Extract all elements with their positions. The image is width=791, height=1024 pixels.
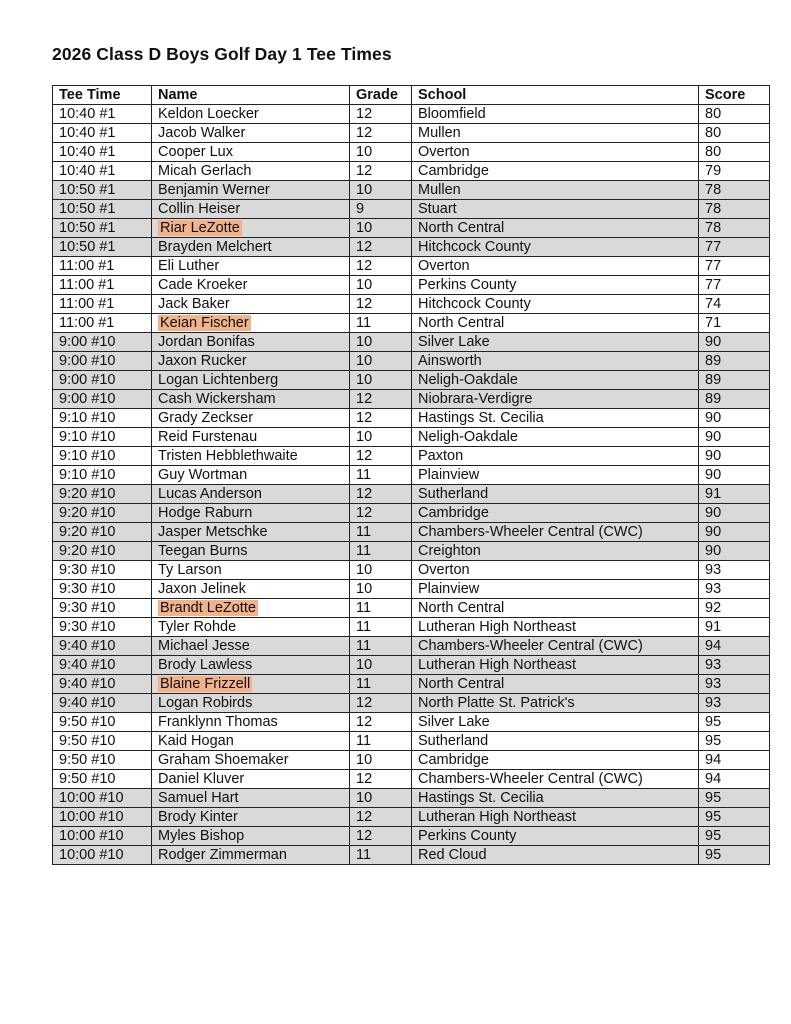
school-cell: Sutherland [412,732,699,751]
score-cell: 77 [699,238,770,257]
grade-cell: 11 [350,675,412,694]
score-cell: 90 [699,333,770,352]
table-row [53,428,770,447]
school-cell: Overton [412,257,699,276]
school-cell: Mullen [412,181,699,200]
grade-cell: 12 [350,162,412,181]
name-cell: Micah Gerlach [152,162,350,181]
name-cell: Jordan Bonifas [152,333,350,352]
name-cell: Jack Baker [152,295,350,314]
name-cell: Brody Kinter [152,808,350,827]
table-row [53,447,770,466]
tee-time-cell: 9:00 #10 [53,333,152,352]
name-cell: Grady Zeckser [152,409,350,428]
score-cell: 95 [699,827,770,846]
tee-time-cell: 9:30 #10 [53,561,152,580]
table-row [53,219,770,238]
score-cell: 80 [699,105,770,124]
score-cell: 78 [699,200,770,219]
school-cell: North Central [412,599,699,618]
score-cell: 91 [699,485,770,504]
table-row [53,675,770,694]
grade-cell: 12 [350,257,412,276]
table-row [53,276,770,295]
school-cell: Overton [412,561,699,580]
grade-cell: 10 [350,333,412,352]
name-cell: Teegan Burns [152,542,350,561]
tee-time-cell: 10:40 #1 [53,143,152,162]
table-row [53,485,770,504]
score-cell: 77 [699,257,770,276]
school-cell: Chambers-Wheeler Central (CWC) [412,637,699,656]
school-cell: Chambers-Wheeler Central (CWC) [412,523,699,542]
name-cell: Tristen Hebblethwaite [152,447,350,466]
name-cell: Jasper Metschke [152,523,350,542]
grade-cell: 12 [350,713,412,732]
table-row [53,599,770,618]
score-cell: 79 [699,162,770,181]
school-cell: Lutheran High Northeast [412,656,699,675]
grade-cell: 11 [350,523,412,542]
table-row [53,314,770,333]
tee-time-cell: 10:40 #1 [53,162,152,181]
grade-cell: 10 [350,143,412,162]
tee-time-cell: 10:00 #10 [53,827,152,846]
score-cell: 89 [699,390,770,409]
school-cell: Cambridge [412,751,699,770]
score-cell: 89 [699,371,770,390]
tee-time-cell: 10:50 #1 [53,219,152,238]
name-cell: Lucas Anderson [152,485,350,504]
grade-cell: 11 [350,637,412,656]
tee-time-cell: 9:00 #10 [53,371,152,390]
tee-time-cell: 10:40 #1 [53,124,152,143]
school-cell: Silver Lake [412,333,699,352]
score-cell: 90 [699,523,770,542]
table-row [53,713,770,732]
tee-time-cell: 9:40 #10 [53,656,152,675]
name-cell: Graham Shoemaker [152,751,350,770]
grade-cell: 12 [350,694,412,713]
tee-time-cell: 9:10 #10 [53,466,152,485]
name-cell: Reid Furstenau [152,428,350,447]
tee-time-cell: 9:50 #10 [53,751,152,770]
column-header-tee-time: Tee Time [53,86,152,105]
tee-time-cell: 10:50 #1 [53,181,152,200]
school-cell: Neligh-Oakdale [412,371,699,390]
name-cell: Jacob Walker [152,124,350,143]
grade-cell: 10 [350,276,412,295]
score-cell: 93 [699,694,770,713]
school-cell: Bloomfield [412,105,699,124]
table-row [53,542,770,561]
highlighted-name: Brandt LeZotte [160,600,256,616]
tee-time-cell: 10:50 #1 [53,238,152,257]
grade-cell: 12 [350,238,412,257]
score-cell: 90 [699,504,770,523]
score-cell: 80 [699,143,770,162]
tee-time-cell: 9:00 #10 [53,352,152,371]
school-cell: Perkins County [412,276,699,295]
tee-time-cell: 9:00 #10 [53,390,152,409]
table-row [53,694,770,713]
school-cell: Hastings St. Cecilia [412,789,699,808]
grade-cell: 9 [350,200,412,219]
table-row [53,105,770,124]
grade-cell: 10 [350,219,412,238]
name-cell: Rodger Zimmerman [152,846,350,865]
tee-time-cell: 9:40 #10 [53,637,152,656]
grade-cell: 12 [350,124,412,143]
school-cell: Hastings St. Cecilia [412,409,699,428]
table-row [53,257,770,276]
tee-time-cell: 10:40 #1 [53,105,152,124]
tee-time-cell: 9:40 #10 [53,675,152,694]
column-header-name: Name [152,86,350,105]
name-cell: Cooper Lux [152,143,350,162]
column-header-school: School [412,86,699,105]
tee-time-cell: 10:00 #10 [53,789,152,808]
score-cell: 89 [699,352,770,371]
school-cell: Cambridge [412,162,699,181]
table-row [53,751,770,770]
tee-time-cell: 9:30 #10 [53,618,152,637]
grade-cell: 11 [350,542,412,561]
grade-cell: 11 [350,732,412,751]
tee-time-cell: 9:50 #10 [53,713,152,732]
highlighted-name: Riar LeZotte [160,220,240,236]
grade-cell: 12 [350,770,412,789]
school-cell: Neligh-Oakdale [412,428,699,447]
tee-time-cell: 11:00 #1 [53,314,152,333]
name-cell: Keldon Loecker [152,105,350,124]
table-row [53,295,770,314]
grade-cell: 12 [350,827,412,846]
table-row [53,124,770,143]
score-cell: 95 [699,789,770,808]
school-cell: Plainview [412,466,699,485]
score-cell: 92 [699,599,770,618]
grade-cell: 12 [350,808,412,827]
highlighted-name: Blaine Frizzell [160,676,251,692]
name-cell [152,314,350,333]
school-cell: Hitchcock County [412,295,699,314]
grade-cell: 10 [350,181,412,200]
name-cell [152,219,350,238]
school-cell: Red Cloud [412,846,699,865]
school-cell: Ainsworth [412,352,699,371]
name-cell: Cade Kroeker [152,276,350,295]
name-cell: Ty Larson [152,561,350,580]
grade-cell: 10 [350,371,412,390]
score-cell: 93 [699,675,770,694]
score-cell: 91 [699,618,770,637]
table-row [53,789,770,808]
tee-time-cell: 9:20 #10 [53,485,152,504]
school-cell: Lutheran High Northeast [412,618,699,637]
score-cell: 94 [699,751,770,770]
school-cell: Perkins County [412,827,699,846]
name-cell: Logan Lichtenberg [152,371,350,390]
column-header-score: Score [699,86,770,105]
name-cell: Eli Luther [152,257,350,276]
grade-cell: 12 [350,295,412,314]
school-cell: Silver Lake [412,713,699,732]
table-row [53,352,770,371]
table-row [53,770,770,789]
table-row [53,827,770,846]
table-row [53,637,770,656]
table-row [53,181,770,200]
grade-cell: 12 [350,447,412,466]
tee-time-cell: 11:00 #1 [53,276,152,295]
name-cell: Tyler Rohde [152,618,350,637]
score-cell: 94 [699,637,770,656]
score-cell: 95 [699,713,770,732]
score-cell: 93 [699,561,770,580]
grade-cell: 10 [350,580,412,599]
table-row [53,523,770,542]
score-cell: 95 [699,808,770,827]
table-row [53,561,770,580]
name-cell: Kaid Hogan [152,732,350,751]
score-cell: 90 [699,428,770,447]
tee-time-cell: 9:10 #10 [53,428,152,447]
table-row [53,580,770,599]
table-row [53,200,770,219]
table-row [53,371,770,390]
grade-cell: 11 [350,618,412,637]
grade-cell: 10 [350,789,412,808]
grade-cell: 12 [350,504,412,523]
name-cell: Franklynn Thomas [152,713,350,732]
school-cell: North Platte St. Patrick's [412,694,699,713]
table-row [53,656,770,675]
table-header-row [53,86,770,105]
name-cell: Brayden Melchert [152,238,350,257]
school-cell: Sutherland [412,485,699,504]
table-row [53,846,770,865]
name-cell: Myles Bishop [152,827,350,846]
tee-time-cell: 9:20 #10 [53,523,152,542]
score-cell: 78 [699,181,770,200]
table-row [53,466,770,485]
score-cell: 71 [699,314,770,333]
tee-time-cell: 9:20 #10 [53,542,152,561]
grade-cell: 12 [350,485,412,504]
table-row [53,238,770,257]
grade-cell: 10 [350,561,412,580]
name-cell: Benjamin Werner [152,181,350,200]
school-cell: Paxton [412,447,699,466]
grade-cell: 10 [350,428,412,447]
table-row [53,732,770,751]
table-row [53,390,770,409]
school-cell: Cambridge [412,504,699,523]
score-cell: 95 [699,846,770,865]
tee-time-cell: 10:00 #10 [53,846,152,865]
score-cell: 74 [699,295,770,314]
name-cell: Hodge Raburn [152,504,350,523]
tee-time-cell: 11:00 #1 [53,257,152,276]
name-cell: Logan Robirds [152,694,350,713]
school-cell: Stuart [412,200,699,219]
name-cell: Michael Jesse [152,637,350,656]
school-cell: Chambers-Wheeler Central (CWC) [412,770,699,789]
score-cell: 77 [699,276,770,295]
name-cell: Samuel Hart [152,789,350,808]
tee-time-cell: 9:30 #10 [53,580,152,599]
name-cell: Guy Wortman [152,466,350,485]
school-cell: Niobrara-Verdigre [412,390,699,409]
tee-time-cell: 11:00 #1 [53,295,152,314]
grade-cell: 10 [350,751,412,770]
grade-cell: 11 [350,599,412,618]
tee-time-cell: 10:50 #1 [53,200,152,219]
school-cell: North Central [412,314,699,333]
table-row [53,409,770,428]
name-cell: Daniel Kluver [152,770,350,789]
grade-cell: 12 [350,105,412,124]
tee-time-cell: 9:40 #10 [53,694,152,713]
name-cell: Cash Wickersham [152,390,350,409]
grade-cell: 10 [350,352,412,371]
score-cell: 90 [699,447,770,466]
name-cell [152,599,350,618]
score-cell: 90 [699,542,770,561]
grade-cell: 11 [350,846,412,865]
table-row [53,333,770,352]
name-cell: Jaxon Jelinek [152,580,350,599]
tee-time-cell: 9:10 #10 [53,409,152,428]
name-cell: Brody Lawless [152,656,350,675]
tee-time-cell: 9:20 #10 [53,504,152,523]
score-cell: 80 [699,124,770,143]
score-cell: 94 [699,770,770,789]
name-cell: Collin Heiser [152,200,350,219]
school-cell: Lutheran High Northeast [412,808,699,827]
table-body [53,105,770,865]
school-cell: Mullen [412,124,699,143]
score-cell: 95 [699,732,770,751]
name-cell [152,675,350,694]
school-cell: Hitchcock County [412,238,699,257]
score-cell: 90 [699,409,770,428]
school-cell: Creighton [412,542,699,561]
school-cell: Plainview [412,580,699,599]
grade-cell: 11 [350,466,412,485]
school-cell: North Central [412,675,699,694]
school-cell: North Central [412,219,699,238]
school-cell: Overton [412,143,699,162]
tee-time-cell: 9:30 #10 [53,599,152,618]
table-row [53,162,770,181]
table-row [53,618,770,637]
score-cell: 90 [699,466,770,485]
table-row [53,143,770,162]
name-cell: Jaxon Rucker [152,352,350,371]
grade-cell: 12 [350,409,412,428]
tee-time-cell: 9:50 #10 [53,770,152,789]
page-title: 2026 Class D Boys Golf Day 1 Tee Times [52,44,392,64]
tee-time-cell: 10:00 #10 [53,808,152,827]
grade-cell: 12 [350,390,412,409]
tee-times-table [52,85,770,865]
grade-cell: 11 [350,314,412,333]
tee-time-cell: 9:10 #10 [53,447,152,466]
grade-cell: 10 [350,656,412,675]
score-cell: 78 [699,219,770,238]
highlighted-name: Keian Fischer [160,315,249,331]
tee-time-cell: 9:50 #10 [53,732,152,751]
score-cell: 93 [699,656,770,675]
column-header-grade: Grade [350,86,412,105]
table-row [53,808,770,827]
score-cell: 93 [699,580,770,599]
table-row [53,504,770,523]
